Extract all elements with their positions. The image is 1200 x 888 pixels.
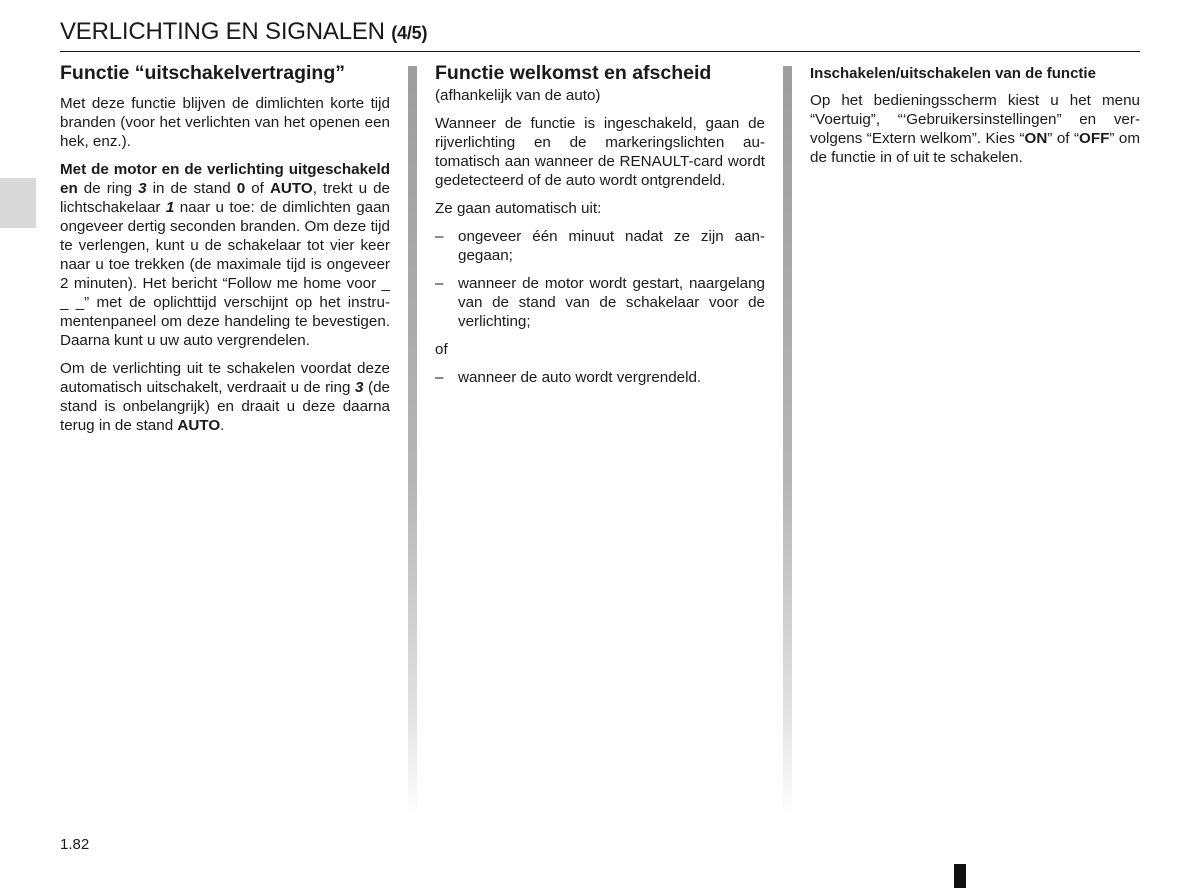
paragraph-welcome: Wanneer de functie is ingeschakeld, gaan de rijverlichting en de markeringslichten automatisch aan wanneer de RENAULT-card wordt gedetecteerd of de auto wordt ontgrendeld. (435, 115, 765, 189)
list-item: – ongeveer één minuut nadat ze zijn aangegaan; (435, 227, 765, 265)
position-auto: AUTO (269, 180, 313, 197)
page-edge-marker (954, 864, 966, 888)
switch-number-1: 1 (165, 199, 175, 216)
page-title (60, 18, 427, 46)
or-connector: of (435, 341, 448, 358)
paragraph-auto-off: Ze gaan automatisch uit: (435, 200, 602, 217)
column-divider-left (408, 66, 417, 818)
option-on: ON (1024, 130, 1048, 147)
list-item: – wanneer de auto wordt vergrendeld. (435, 368, 765, 387)
vehicle-dependency-note: (afhankelijk van de auto) (435, 87, 601, 104)
ring-number-3: 3 (355, 379, 364, 396)
list-item: – wanneer de motor wordt gestart, naargelang van de stand van de schakelaar voor de verlichting; (435, 274, 765, 331)
paragraph-intro: Met deze functie blijven de dimlichten korte tijd branden (voor het verlichten van het openen een hek, enz.). (60, 95, 390, 150)
title-part-number: (4/5) (391, 23, 428, 43)
column-welkomst-afscheid (435, 60, 765, 396)
ring-number-3: 3 (138, 180, 147, 197)
auto-off-conditions-list (435, 227, 765, 331)
title-rule (60, 51, 1140, 52)
paragraph-switch-off: Om de verlichting uit te schakelen voordat deze automatisch uitschakelt, verdraait u de ring 3 (de stand is onbelangrijk) en draait u deze daarna terug in de stand AUTO. (60, 360, 391, 434)
page-number: 1.82 (60, 836, 90, 853)
title-text: VERLICHTING EN SIGNALEN (60, 18, 385, 45)
section-heading-uitschakelvertraging: Functie “uitschakelvertraging” (60, 62, 345, 84)
column-inschakelen (810, 60, 1140, 176)
paragraph-menu-instructions: Op het bedieningsscherm kiest u het menu “Voertuig”, “‘Gebruikersinstellingen” en vervolgens “Extern welkom”. Kies “ON” of “OFF” om de functie in of uit te schakelen. (810, 92, 1140, 166)
section-heading-welkomst: Functie welkomst en afscheid (435, 62, 712, 84)
column-uitschakelvertraging (60, 60, 390, 444)
bold-condition: Met de motor en de verlichting uitgeschakeld en (60, 161, 390, 197)
auto-off-conditions-list-2 (435, 368, 765, 387)
position-0: 0 (236, 180, 246, 197)
position-auto: AUTO (177, 417, 221, 434)
paragraph-procedure: Met de motor en de verlichting uitgeschakeld en de ring 3 in de stand 0 of AUTO, trekt u de lichtschakelaar 1 naar u toe: de dimlichten gaan ongeveer dertig seconden branden. Om deze tijd te verlengen, kunt u de schakelaar tot vier keer naar u toe trekken (de maximale tijd is ongeveer 2 minuten). Het bericht “Follow me home voor _ _ _” met de oplichttijd verschijnt op het instrumentenpaneel om deze handeling te bevestigen. Daarna kunt u uw auto vergrendelen. (60, 161, 390, 349)
option-off: OFF (1079, 130, 1110, 147)
column-divider-right (783, 66, 792, 818)
section-tab-marker (0, 178, 36, 228)
section-heading-inschakelen: Inschakelen/uitschakelen van de functie (810, 65, 1096, 82)
